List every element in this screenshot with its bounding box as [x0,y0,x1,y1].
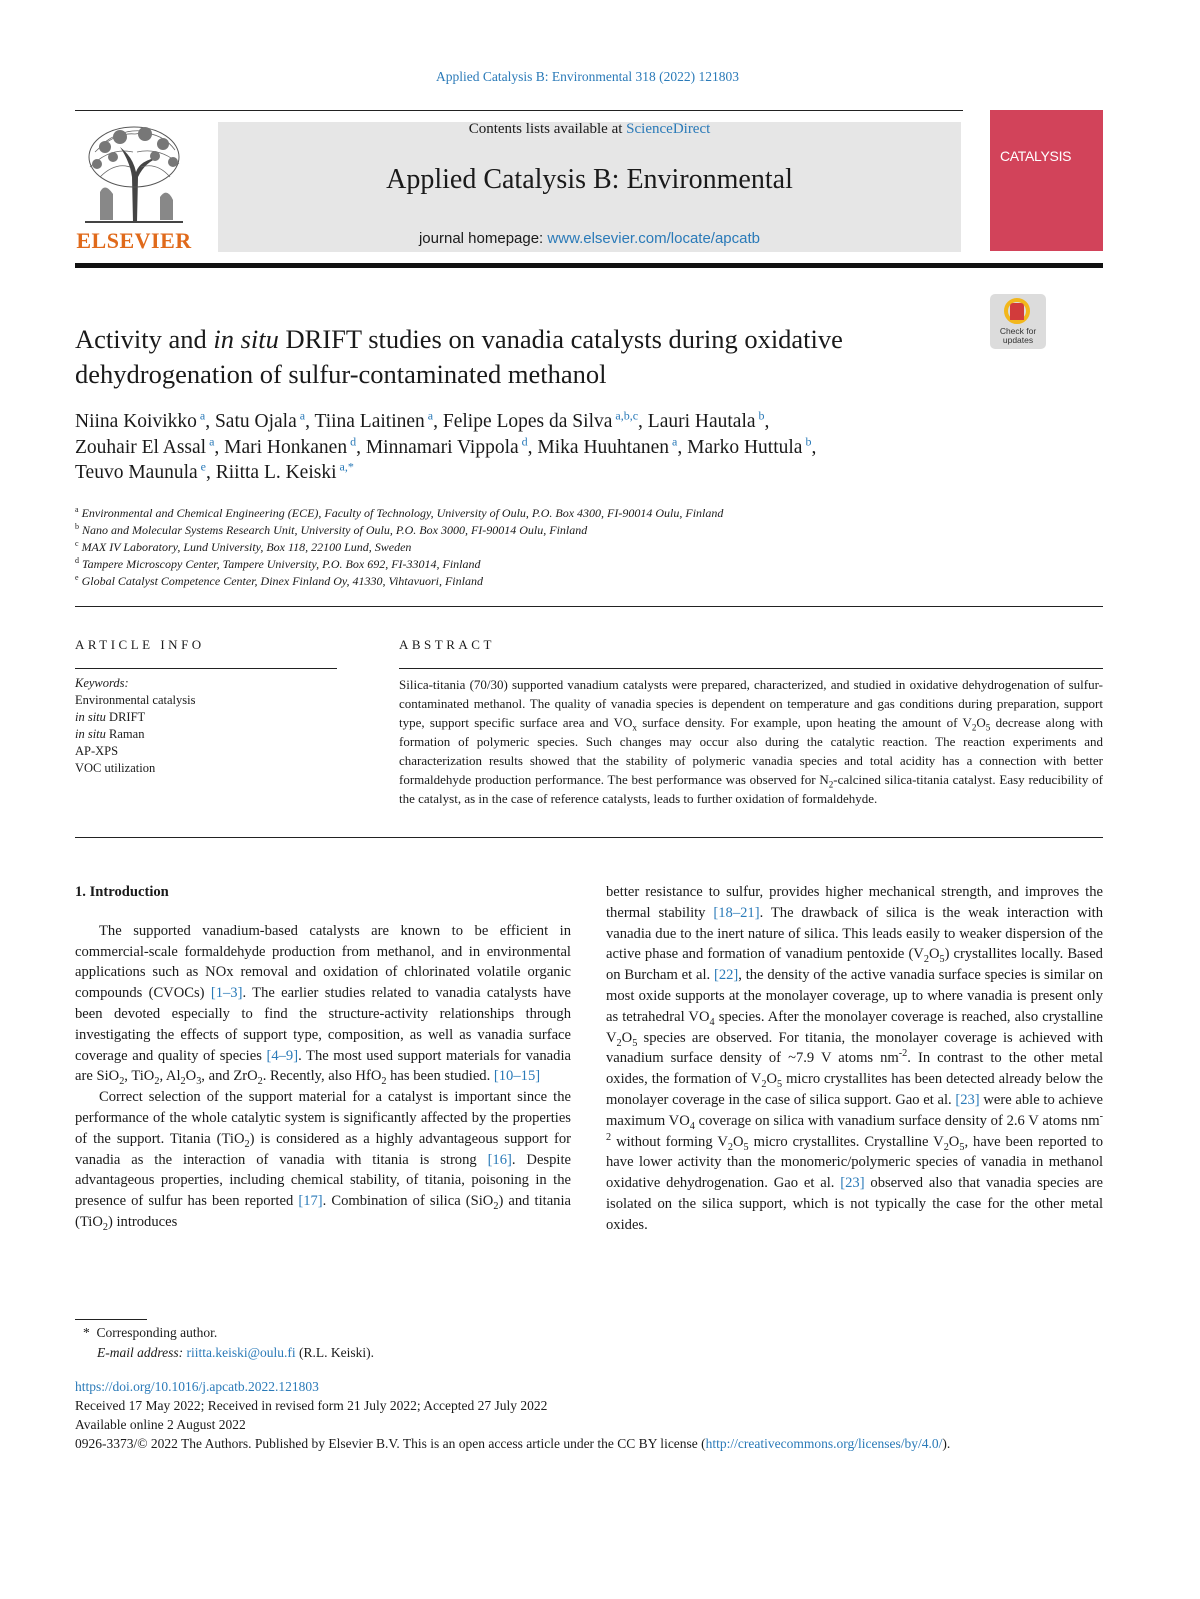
section-heading: 1. Introduction [75,884,169,900]
author-name[interactable]: Satu Ojala [214,411,297,432]
license-link[interactable]: http://creativecommons.org/licenses/by/4.0/ [705,1436,943,1451]
author-affiliation-mark[interactable]: b [755,408,765,423]
doi-link[interactable]: https://doi.org/10.1016/j.apcatb.2022.121803 [75,1379,319,1394]
author-affiliation-mark[interactable]: a [424,408,434,423]
affiliation: $^a$ Environmental and Chemical Engineering (ECE), Faculty of Technology, University of Oulu, P.O. Box 4300, FI-90014 Oulu, Finland [75,505,724,520]
divider [75,606,1103,607]
citation-link[interactable]: [17] [298,1193,323,1210]
affiliation: $^e$ Global Catalyst Competence Center, Dinex Finland Oy, 41330, Vihtavuori, Finland [75,573,483,588]
sciencedirect-link[interactable]: ScienceDirect [626,121,711,137]
author-list: Niina Koivikko $^a$, Satu Ojala $^a$, Tiina Laitinen $^a$, Felipe Lopes da Silva $^{a,b,c}$, Lauri Hautala $^b$, Zouhair El Assal $^a$, Mari Honkanen $^d$, Minnamari Vippola $^d$, Mika Huuhtanen $^a$, Marko Huttula $^b$, Teuvo Maunula $^e$, Riitta L. Keiski $^{a,*}$ [75,408,817,483]
author-name[interactable]: Mari Honkanen [224,436,348,458]
journal-title: Applied Catalysis B: Environmental [386,164,793,195]
paragraph: better resistance to sulfur, provides higher mechanical strength, and improves the thermal stability [18–21]. The drawback of silica is the weak interaction with vanadia due to the inert nature of silica. This leads easily to weaker dispersion of the active phase and formation of vanadium pentoxide $(V_2O_5)$ crystallites locally. Based on Burcham et al. [22], the density of the active vanadia surface species is similar on most oxide supports at the monolayer coverage, up to where vanadia is present only as tetrahedral $VO_4$ species. After the monolayer coverage is reached, also crystalline $V_2O_5$ species are observed. For titania, the monolayer coverage is achieved with vanadium surface density of ~7.9 V atoms $nm^{-2}$. In contrast to the other metal oxides, the formation of $V_2O_5$ micro crystallites has been detected already below the monolayer coverage in the case of silica support. Gao et al. [23] were able to achieve maximum $VO_4$ coverage on silica with vanadium surface density of 2.6 V atoms $nm^{-2}$ without forming $V_2O_5$ micro crystallites. Crystalline $V_2O_5$, have been reported to have lower activity than the monomeric/polymeric species of vanadia in methanol oxidative dehydrogenation. Gao et al. [23] observed also that vanadia species are isolated on the silica support, which is not typically the case for the other metal oxides. [606,884,1104,1233]
author-affiliation-mark[interactable]: a [296,408,306,423]
crossmark-bookmark-icon [1010,303,1024,320]
paragraph: Correct selection of the support material for a catalyst is important since the performance of the whole catalytic system is significantly affected by the properties of the support. Titania (TiO$_2$) is considered as a highly advantageous support for vanadia as the interaction of vanadia with titania is strong [16]. Despite advantageous properties, including chemical stability, of titania, poisoning in the presence of sulfur has been reported [17]. Combination of silica (SiO$_2$) and titania (TiO$_2$) introduces [75,1089,572,1233]
corresponding-author-note: * Corresponding author. [83,1325,218,1340]
license-line: 0926-3373/© 2022 The Authors. Published by Elsevier B.V. This is an open access article under the CC BY license (http://creativecommons.org/licenses/by/4.0/). [75,1436,951,1451]
citation-link[interactable]: [1–3] [210,985,243,1002]
affiliation-list [75,505,1105,590]
citation-link[interactable]: [4–9] [266,1047,299,1064]
homepage-prefix: journal homepage: [418,230,548,247]
citation-link[interactable]: [23] [840,1175,865,1192]
author-affiliation-mark[interactable]: e [197,459,206,474]
check-for-updates-label: Check for updates [999,326,1037,345]
author-affiliation-mark[interactable]: a [206,434,215,448]
keyword: VOC utilization [75,761,156,775]
divider [75,837,1103,838]
abstract-heading: ABSTRACT [399,637,495,652]
author-name[interactable]: Riitta L. Keiski [215,462,337,483]
elsevier-wordmark: ELSEVIER [76,228,192,253]
article-metadata [75,1377,1175,1453]
keywords-block [75,675,337,777]
keyword: Environmental catalysis [75,693,196,707]
citation-link[interactable]: [22] [713,967,739,984]
author-name[interactable]: Tiina Laitinen [314,411,425,432]
contents-prefix: Contents lists available at [468,121,627,137]
paragraph: The supported vanadium-based catalysts are known to be efficient in commercial-scale formaldehyde production from methanol, and in environmental applications such as NOx removal and oxidation of chlorinated volatile organic compounds (CVOCs) [1–3]. The earlier studies related to vanadia catalysts have been devoted especially to find the structure-activity relationships through investigating the effects of support type, composition, as well as vanadia surface coverage and quality of species [4–9]. The most used support materials for vanadia are SiO$_2$, TiO$_2$, $Al_2O_3$, and ZrO$_2$. Recently, also HfO$_2$ has been studied. [10–15] [75,922,571,1088]
header-rule [75,110,963,111]
abstract-text: Silica-titania (70/30) supported vanadium catalysts were prepared, characterized, and studied in oxidative dehydrogenation of sulfur-contaminated methanol. The quality of vanadia species is dependent on temperature and gas conditions during preparation, support type, support specific surface area and $VO_x$ surface density. For example, upon heating the amount of $V_2O_5$ decrease along with formation of polymeric species. Such changes may occur also during the catalytic reaction. The reaction experiments and characterization results showed that the stability of polymeric vanadia species and total acidity has a connection with better formaldehyde production performance. The best performance was observed for $N_2$-calcined silica-titania catalyst. Easy reducibility of the catalyst, as in the case of reference catalysts, leads to further oxidation of formaldehyde. [399,677,1103,806]
author-affiliation-mark[interactable]: a [196,408,206,423]
body-column-left [75,882,571,1233]
article-title: Activity and in situ DRIFT studies on vanadia catalysts during oxidative dehydrogenation of sulfur-contaminated methanol [75,324,843,389]
available-online: Available online 2 August 2022 [75,1417,246,1432]
footnotes [75,1323,1105,1363]
citation-link[interactable]: [18–21] [713,904,760,921]
body-column-right [606,882,1103,1236]
header-thick-rule [75,263,1103,268]
journal-cover-thumbnail[interactable] [990,110,1103,251]
author-name[interactable]: Mika Huuhtanen [537,436,670,458]
citation-link[interactable]: [23] [955,1091,980,1108]
author-affiliation-mark[interactable]: d [518,434,528,448]
author-name[interactable]: Teuvo Maunula [75,462,198,483]
author-name[interactable]: Zouhair El Assal [75,436,207,458]
author-affiliation-mark[interactable]: b [802,434,812,448]
citation-link[interactable]: [16] [487,1151,512,1168]
keyword: in situ DRIFT [75,710,146,724]
affiliation: $^c$ MAX IV Laboratory, Lund University, Box 118, 22100 Lund, Sweden [75,539,412,554]
tree-logo-icon [75,122,193,226]
divider [399,668,1103,669]
cover-title: CATALYSIS [1000,148,1072,164]
affiliation: $^b$ Nano and Molecular Systems Research Unit, University of Oulu, P.O. Box 3000, FI-90014 Oulu, Finland [75,522,588,537]
citation-link[interactable]: [10–15] [493,1068,541,1085]
homepage-link[interactable]: www.elsevier.com/locate/apcatb [547,230,761,247]
author-affiliation-mark[interactable]: a,b,c [612,408,639,423]
article-info-heading: ARTICLE INFO [75,637,205,652]
received-dates: Received 17 May 2022; Received in revised form 21 July 2022; Accepted 27 July 2022 [75,1398,548,1413]
footnote-rule [75,1319,147,1320]
author-affiliation-mark[interactable]: d [347,434,357,448]
email-link[interactable]: riitta.keiski@oulu.fi [186,1345,296,1360]
author-name[interactable]: Lauri Hautala [647,411,756,432]
homepage-line [218,230,961,247]
keyword: AP-XPS [75,744,119,758]
author-name[interactable]: Niina Koivikko [75,411,197,432]
keywords-label: Keywords: [75,676,129,690]
email-line: E-mail address: riitta.keiski@oulu.fi (R.L. Keiski). [97,1345,375,1360]
author-name[interactable]: Marko Huttula [687,436,803,458]
author-name[interactable]: Felipe Lopes da Silva [442,411,613,432]
keyword: in situ Raman [75,727,145,741]
divider [75,668,337,669]
author-name[interactable]: Minnamari Vippola [365,436,519,458]
author-affiliation-mark[interactable]: a [669,434,678,448]
journal-citation[interactable]: Applied Catalysis B: Environmental 318 (2022) 121803 [436,69,739,84]
contents-line [218,121,961,138]
author-affiliation-mark[interactable]: a,* [336,459,354,474]
affiliation: $^d$ Tampere Microscopy Center, Tampere University, P.O. Box 692, FI-33014, Finland [75,556,481,571]
